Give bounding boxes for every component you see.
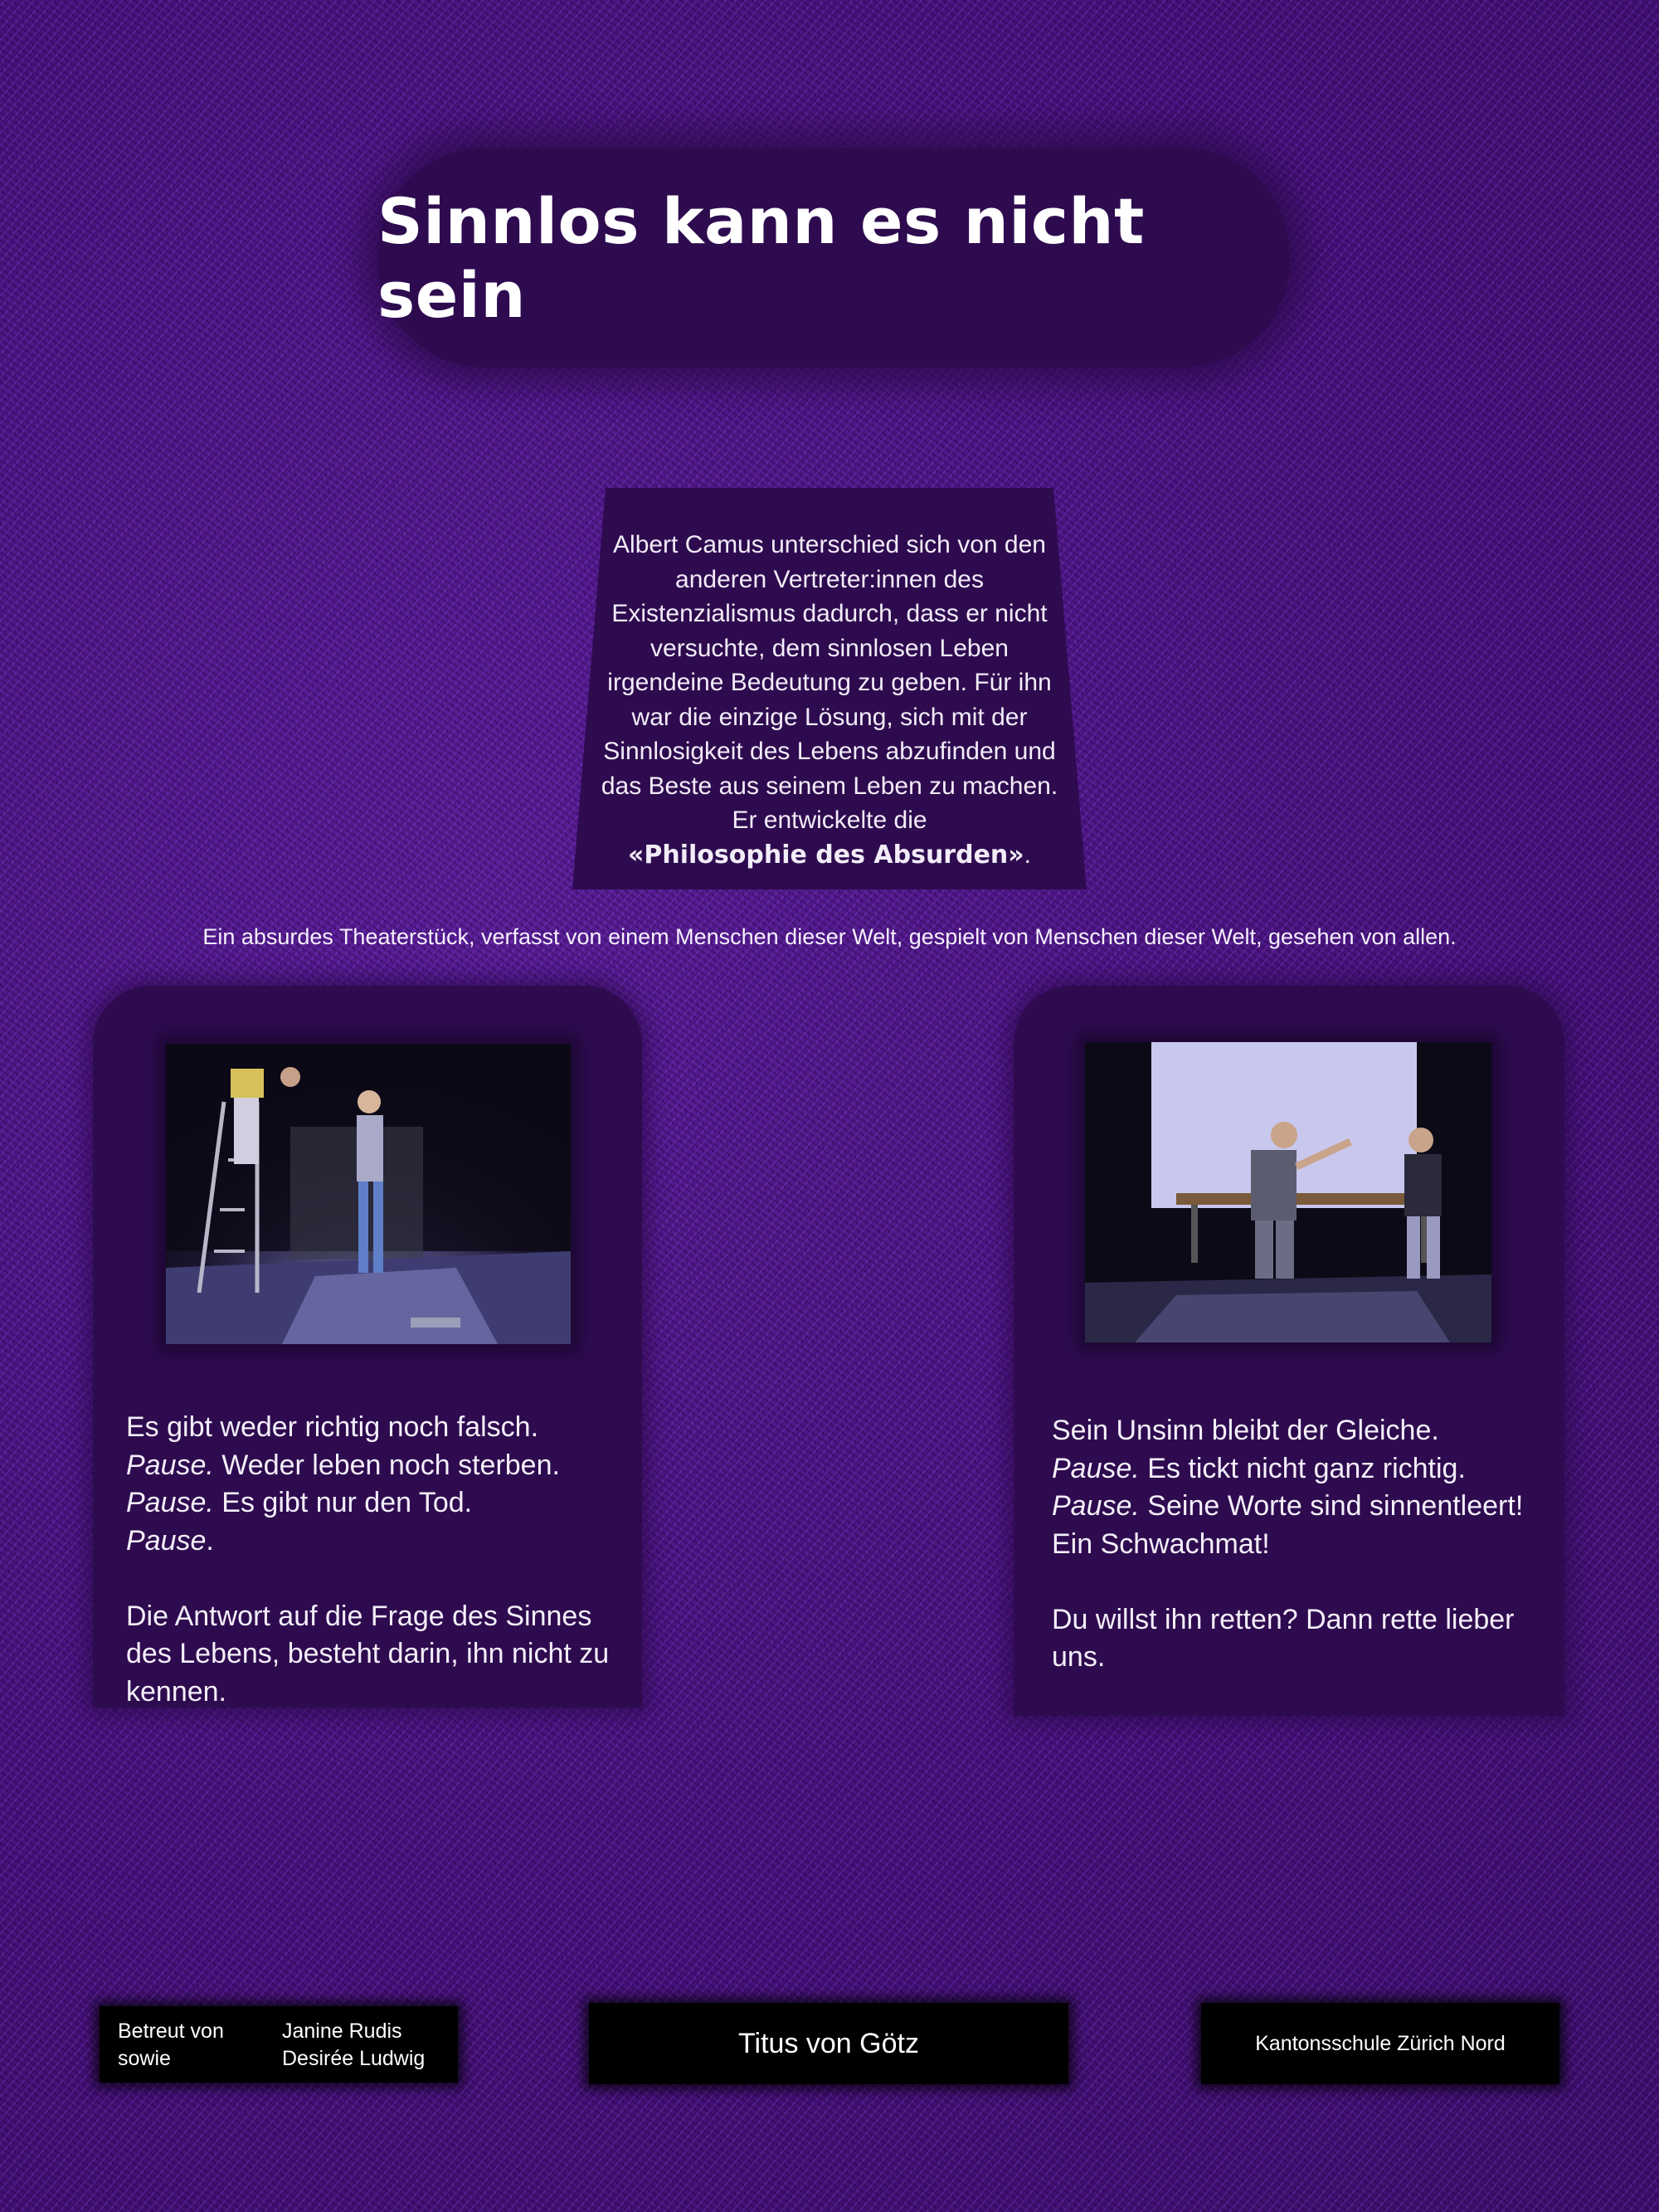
scene-line [1052, 1601, 1558, 1640]
intro-line: Albert Camus unterschied sich von den [613, 531, 1046, 558]
scene-line-text: Ein Schwachmat! [1052, 1527, 1270, 1560]
stage-photo-bench-image [1085, 1042, 1491, 1342]
scene-line-text: Es gibt weder richtig noch falsch. [126, 1411, 539, 1443]
intro-lines [572, 528, 1087, 838]
tagline: Ein absurdes Theaterstück, verfasst von einem Menschen dieser Welt, gespielt von Menschen dieser Welt, gesehen von allen. [202, 924, 1457, 949]
intro-line: Existenzialismus dadurch, dass er nicht [611, 600, 1048, 627]
also-label: sowie [118, 2047, 171, 2070]
supervisor-labels [118, 2018, 224, 2073]
intro-line: das Beste aus seinem Leben zu machen. [601, 772, 1058, 800]
scene-line [1052, 1488, 1558, 1526]
scene-line-text: kennen. [126, 1675, 226, 1708]
scene-line [126, 1523, 624, 1561]
author-box [589, 2003, 1068, 2084]
scene-line [126, 1674, 624, 1712]
school-name: Kantonsschule Zürich Nord [1255, 2031, 1506, 2055]
scene-line-text: Sein Unsinn bleibt der Gleiche. [1052, 1415, 1439, 1446]
scene-line-text: Weder leben noch sterben. [213, 1449, 560, 1481]
paragraph-gap [1052, 1563, 1558, 1601]
scene-line-text: uns. [1052, 1641, 1106, 1673]
school-box [1201, 2003, 1559, 2084]
pause-cue: Pause. [1052, 1490, 1140, 1522]
scene-line-text: Seine Worte sind sinnentleert! [1139, 1490, 1524, 1522]
philosophy-highlight: «Philosophie des Absurden» [628, 840, 1024, 870]
intro-line: versuchte, dem sinnlosen Leben [650, 634, 1009, 662]
supervised-by-label: Betreut von [118, 2020, 224, 2043]
scene-card-left [93, 986, 642, 1708]
supervisor-names [282, 2018, 425, 2073]
stage-photo-ladder-image [166, 1044, 571, 1344]
supervisors-box [100, 2006, 458, 2083]
author-name: Titus von Götz [738, 2027, 919, 2059]
intro-text [572, 528, 1087, 872]
scene-line-text: Die Antwort auf die Frage des Sinnes [126, 1600, 592, 1632]
pause-cue: Pause. [1052, 1452, 1140, 1484]
title-banner [377, 148, 1290, 368]
scene-line-text: des Lebens, besteht darin, ihn nicht zu [126, 1638, 610, 1669]
scene-line [126, 1635, 624, 1674]
scene-line [1052, 1526, 1558, 1564]
scene-line [126, 1409, 624, 1447]
pause-cue: Pause [126, 1524, 207, 1557]
scene-text-right [1052, 1412, 1558, 1677]
intro-line: Er entwickelte die [732, 806, 927, 834]
paragraph-gap [126, 1560, 624, 1598]
intro-line: Sinnlosigkeit des Lebens abzufinden und [603, 738, 1056, 765]
scene-line-text: . [206, 1524, 214, 1557]
intro-line: anderen Vertreter:innen des [675, 565, 984, 593]
scene-line [1052, 1450, 1558, 1488]
stage-photo-ladder [166, 1044, 571, 1344]
scene-line-text: Du willst ihn retten? Dann rette lieber [1052, 1603, 1515, 1635]
page-title: Sinnlos kann es nicht sein [377, 183, 1145, 332]
intro-highlight-line [572, 838, 1087, 873]
supervisor-name-1: Janine Rudis [282, 2020, 402, 2043]
pause-cue: Pause. [126, 1449, 214, 1481]
scene-line [1052, 1412, 1558, 1450]
scene-line-text: Es gibt nur den Tod. [213, 1487, 473, 1518]
intro-line: war die einzige Lösung, sich mit der [631, 703, 1028, 731]
scene-text-left [126, 1409, 624, 1711]
scene-line [126, 1598, 624, 1636]
scene-line [126, 1447, 624, 1485]
scene-line [1052, 1639, 1558, 1677]
scene-card-right [1014, 986, 1564, 1716]
scene-line [126, 1484, 624, 1523]
stage-photo-bench [1085, 1042, 1491, 1342]
scene-line-text: Es tickt nicht ganz richtig. [1139, 1452, 1466, 1484]
supervisor-name-2: Desirée Ludwig [282, 2047, 426, 2070]
pause-cue: Pause. [126, 1487, 214, 1518]
intro-line: irgendeine Bedeutung zu geben. Für ihn [607, 669, 1052, 696]
highlight-suffix: . [1024, 840, 1031, 869]
